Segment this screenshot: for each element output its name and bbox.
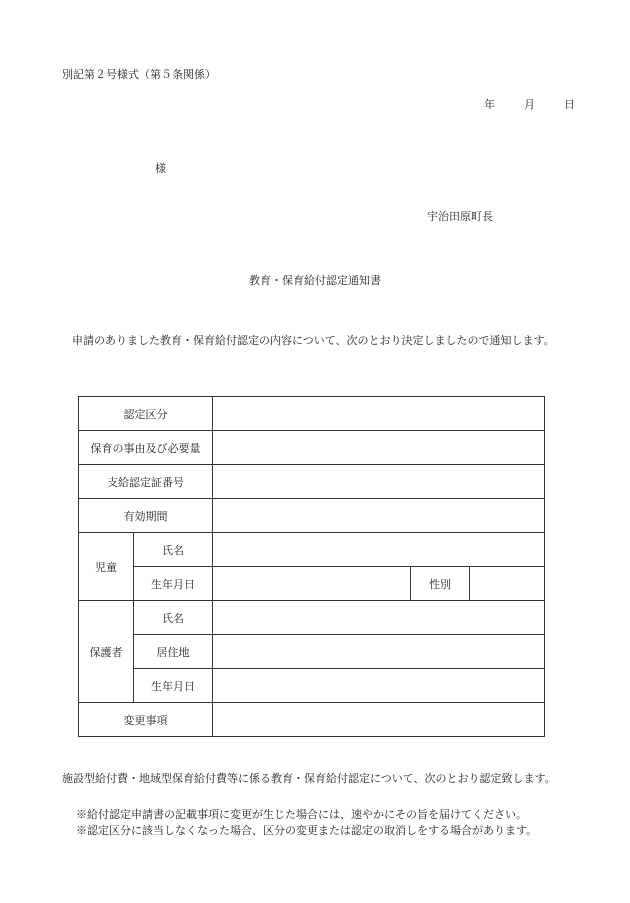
table-row	[79, 567, 545, 601]
issuer: 宇治田原町長	[427, 210, 493, 223]
certificate-number-value	[213, 465, 545, 499]
certification-category-label: 認定区分	[79, 397, 213, 431]
child-gender-label: 性別	[411, 567, 470, 601]
reason-and-need-value	[213, 431, 545, 465]
valid-period-label: 有効期間	[79, 499, 213, 533]
changes-label: 変更事項	[79, 703, 213, 737]
year-label: 年	[484, 98, 495, 111]
changes-value	[213, 703, 545, 737]
child-name-label: 氏名	[134, 533, 213, 567]
table-row	[79, 635, 545, 669]
guardian-birth-date-label: 生年月日	[134, 669, 213, 703]
table-row	[79, 465, 545, 499]
guardian-address-value	[213, 635, 545, 669]
document-title: 教育・保育給付認定通知書	[249, 274, 381, 287]
certification-table	[78, 396, 545, 737]
table-row	[79, 703, 545, 737]
addressee-suffix: 様	[155, 162, 166, 175]
reason-and-need-label: 保育の事由及び必要量	[79, 431, 213, 465]
certificate-number-label: 支給認定証番号	[79, 465, 213, 499]
child-birth-date-label: 生年月日	[134, 567, 213, 601]
child-birth-date-value	[213, 567, 411, 601]
form-label: 別記第２号様式（第５条関係）	[62, 68, 216, 81]
table-row	[79, 533, 545, 567]
intro-text: 申請のありました教育・保育給付認定の内容について、次のとおり決定しましたので通知します。	[72, 334, 555, 347]
guardian-address-label: 居住地	[134, 635, 213, 669]
guardian-name-value	[213, 601, 545, 635]
child-group-label: 児童	[79, 533, 134, 601]
child-name-value	[213, 533, 545, 567]
table-row	[79, 499, 545, 533]
footer-statement: 施設型給付費・地域型保育給付費等に係る教育・保育給付認定について、次のとおり認定致します。	[62, 772, 556, 785]
table-row	[79, 601, 545, 635]
table-row	[79, 669, 545, 703]
table-row	[79, 397, 545, 431]
guardian-name-label: 氏名	[134, 601, 213, 635]
footer-note: ※給付認定申請書の記載事項に変更が生じた場合には、速やかにその旨を届けてください。	[76, 808, 527, 821]
child-gender-value	[470, 567, 545, 601]
table-row	[79, 431, 545, 465]
certification-category-value	[213, 397, 545, 431]
guardian-group-label: 保護者	[79, 601, 134, 703]
month-label: 月	[524, 98, 535, 111]
valid-period-value	[213, 499, 545, 533]
footer-note: ※認定区分に該当しなくなった場合、区分の変更または認定の取消しをする場合があります。	[76, 824, 538, 837]
day-label: 日	[564, 98, 575, 111]
date-line	[484, 96, 575, 112]
guardian-birth-date-value	[213, 669, 545, 703]
